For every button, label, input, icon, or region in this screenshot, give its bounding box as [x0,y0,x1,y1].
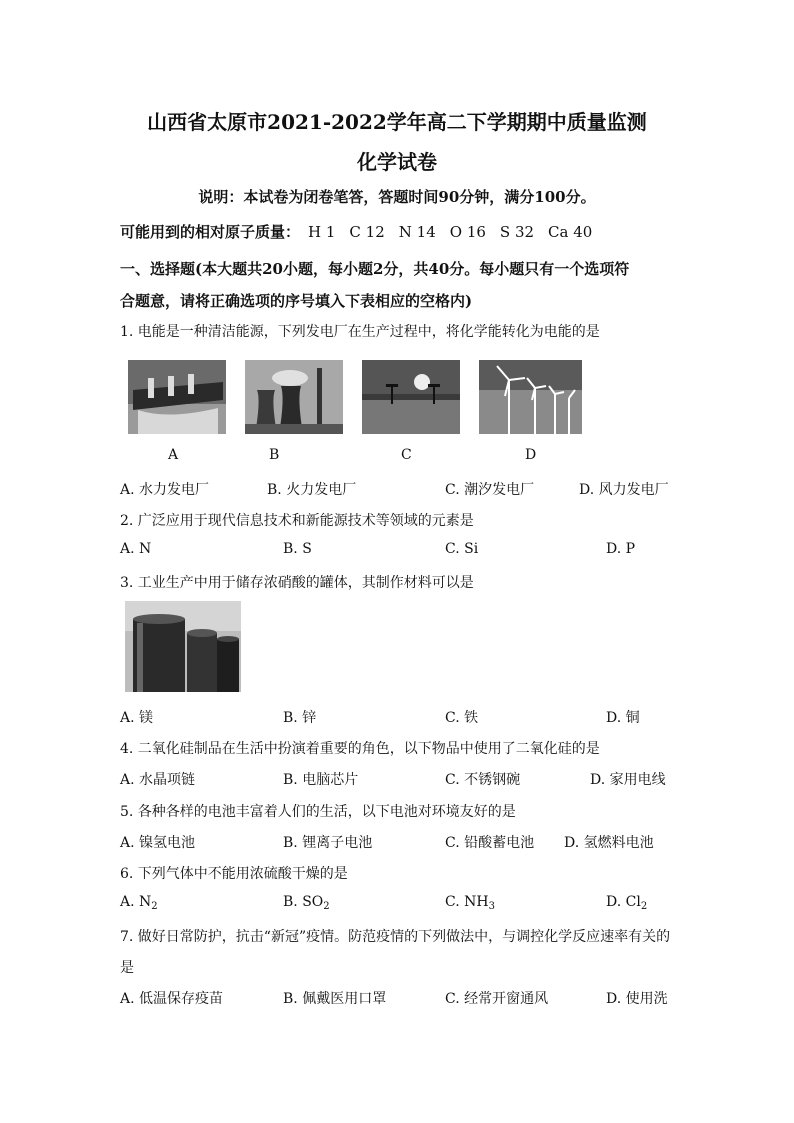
question-2-stem: 2. 广泛应用于现代信息技术和新能源技术等领域的元素是 [120,513,474,529]
question-1-option-c: C. 潮汐发电厂 [445,482,535,498]
section-heading-line1: 一、选择题(本大题共20小题，每小题2分，共40分。每小题只有一个选项符 [120,260,630,278]
question-7-stem-line2: 是 [120,960,134,976]
exam-subtitle: 化学试卷 [357,150,437,174]
atomic-mass-item: N 14 [398,223,436,241]
question-7-option-c: C. 经常开窗通风 [445,991,549,1007]
question-4-stem: 4. 二氧化硅制品在生活中扮演着重要的角色，以下物品中使用了二氧化硅的是 [120,741,600,757]
question-6-option-a: A. $N_2$ [120,894,158,912]
image-caption-b: B [269,447,280,463]
question-5-stem: 5. 各种各样的电池丰富着人们的生活，以下电池对环境友好的是 [120,804,516,820]
image-caption-c: C [401,447,412,463]
question-1-option-b: B. 火力发电厂 [267,482,357,498]
question-5-option-a: A. 镍氢电池 [120,835,196,851]
question-2-option-d: D. P [606,541,636,557]
question-3-option-a: A. 镁 [120,710,154,726]
question-7-option-a: A. 低温保存疫苗 [120,991,224,1007]
question-6-option-b: B. $SO_2$ [283,894,330,912]
question-5-option-b: B. 锂离子电池 [283,835,373,851]
question-1-option-d: D. 风力发电厂 [579,482,669,498]
atomic-mass-item: S 32 [499,223,535,241]
question-1-stem: 1. 电能是一种清洁能源，下列发电厂在生产过程中，将化学能转化为电能的是 [120,324,600,340]
question-6-option-c: C. $NH_3$ [445,894,495,912]
wind-farm-image [479,360,582,434]
question-2-option-a: A. N [120,541,152,557]
question-4-option-a: A. 水晶项链 [120,772,196,788]
question-7-stem-line1: 7. 做好日常防护，抗击“新冠”疫情。防范疫情的下列做法中，与调控化学反应速率有关的 [120,929,671,945]
question-4-option-b: B. 电脑芯片 [283,772,359,788]
question-4-option-c: C. 不锈钢碗 [445,772,521,788]
question-3-option-b: B. 锌 [283,710,317,726]
atomic-mass-item: C 12 [349,223,385,241]
atomic-mass-item: H 1 [308,223,336,241]
atomic-mass-item: Ca 40 [548,223,593,241]
question-5-option-c: C. 铅酸蓄电池 [445,835,535,851]
tidal-plant-image [362,360,460,434]
question-2-option-b: B. S [283,541,312,557]
question-4-option-d: D. 家用电线 [590,772,666,788]
question-7-option-b: B. 佩戴医用口罩 [283,991,387,1007]
question-5-option-d: D. 氢燃料电池 [564,835,654,851]
storage-tank-image [125,601,241,692]
image-caption-a: A [168,447,179,463]
question-7-option-d: D. 使用洗 [606,991,668,1007]
atomic-mass-item: O 16 [449,223,486,241]
exam-title: 山西省太原市2021-2022学年高二下学期期中质量监测 [147,110,647,134]
question-1-option-a: A. 水力发电厂 [120,482,210,498]
thermal-plant-image [245,360,343,434]
exam-note: 说明：本试卷为闭卷笔答，答题时间90分钟，满分100分。 [198,188,596,206]
question-3-option-c: C. 铁 [445,710,479,726]
atomic-masses-label: 可能用到的相对原子质量： [120,223,301,241]
hydro-plant-image [128,360,226,434]
question-3-option-d: D. 铜 [606,710,640,726]
question-6-stem: 6. 下列气体中不能用浓硫酸干燥的是 [120,866,348,882]
question-2-option-c: C. Si [445,541,479,557]
section-heading-line2: 合题意，请将正确选项的序号填入下表相应的空格内) [120,292,473,310]
image-caption-d: D [525,447,537,463]
atomic-masses [120,221,606,242]
question-6-option-d: D. $Cl_2$ [606,894,648,912]
question-3-stem: 3. 工业生产中用于储存浓硝酸的罐体，其制作材料可以是 [120,575,474,591]
